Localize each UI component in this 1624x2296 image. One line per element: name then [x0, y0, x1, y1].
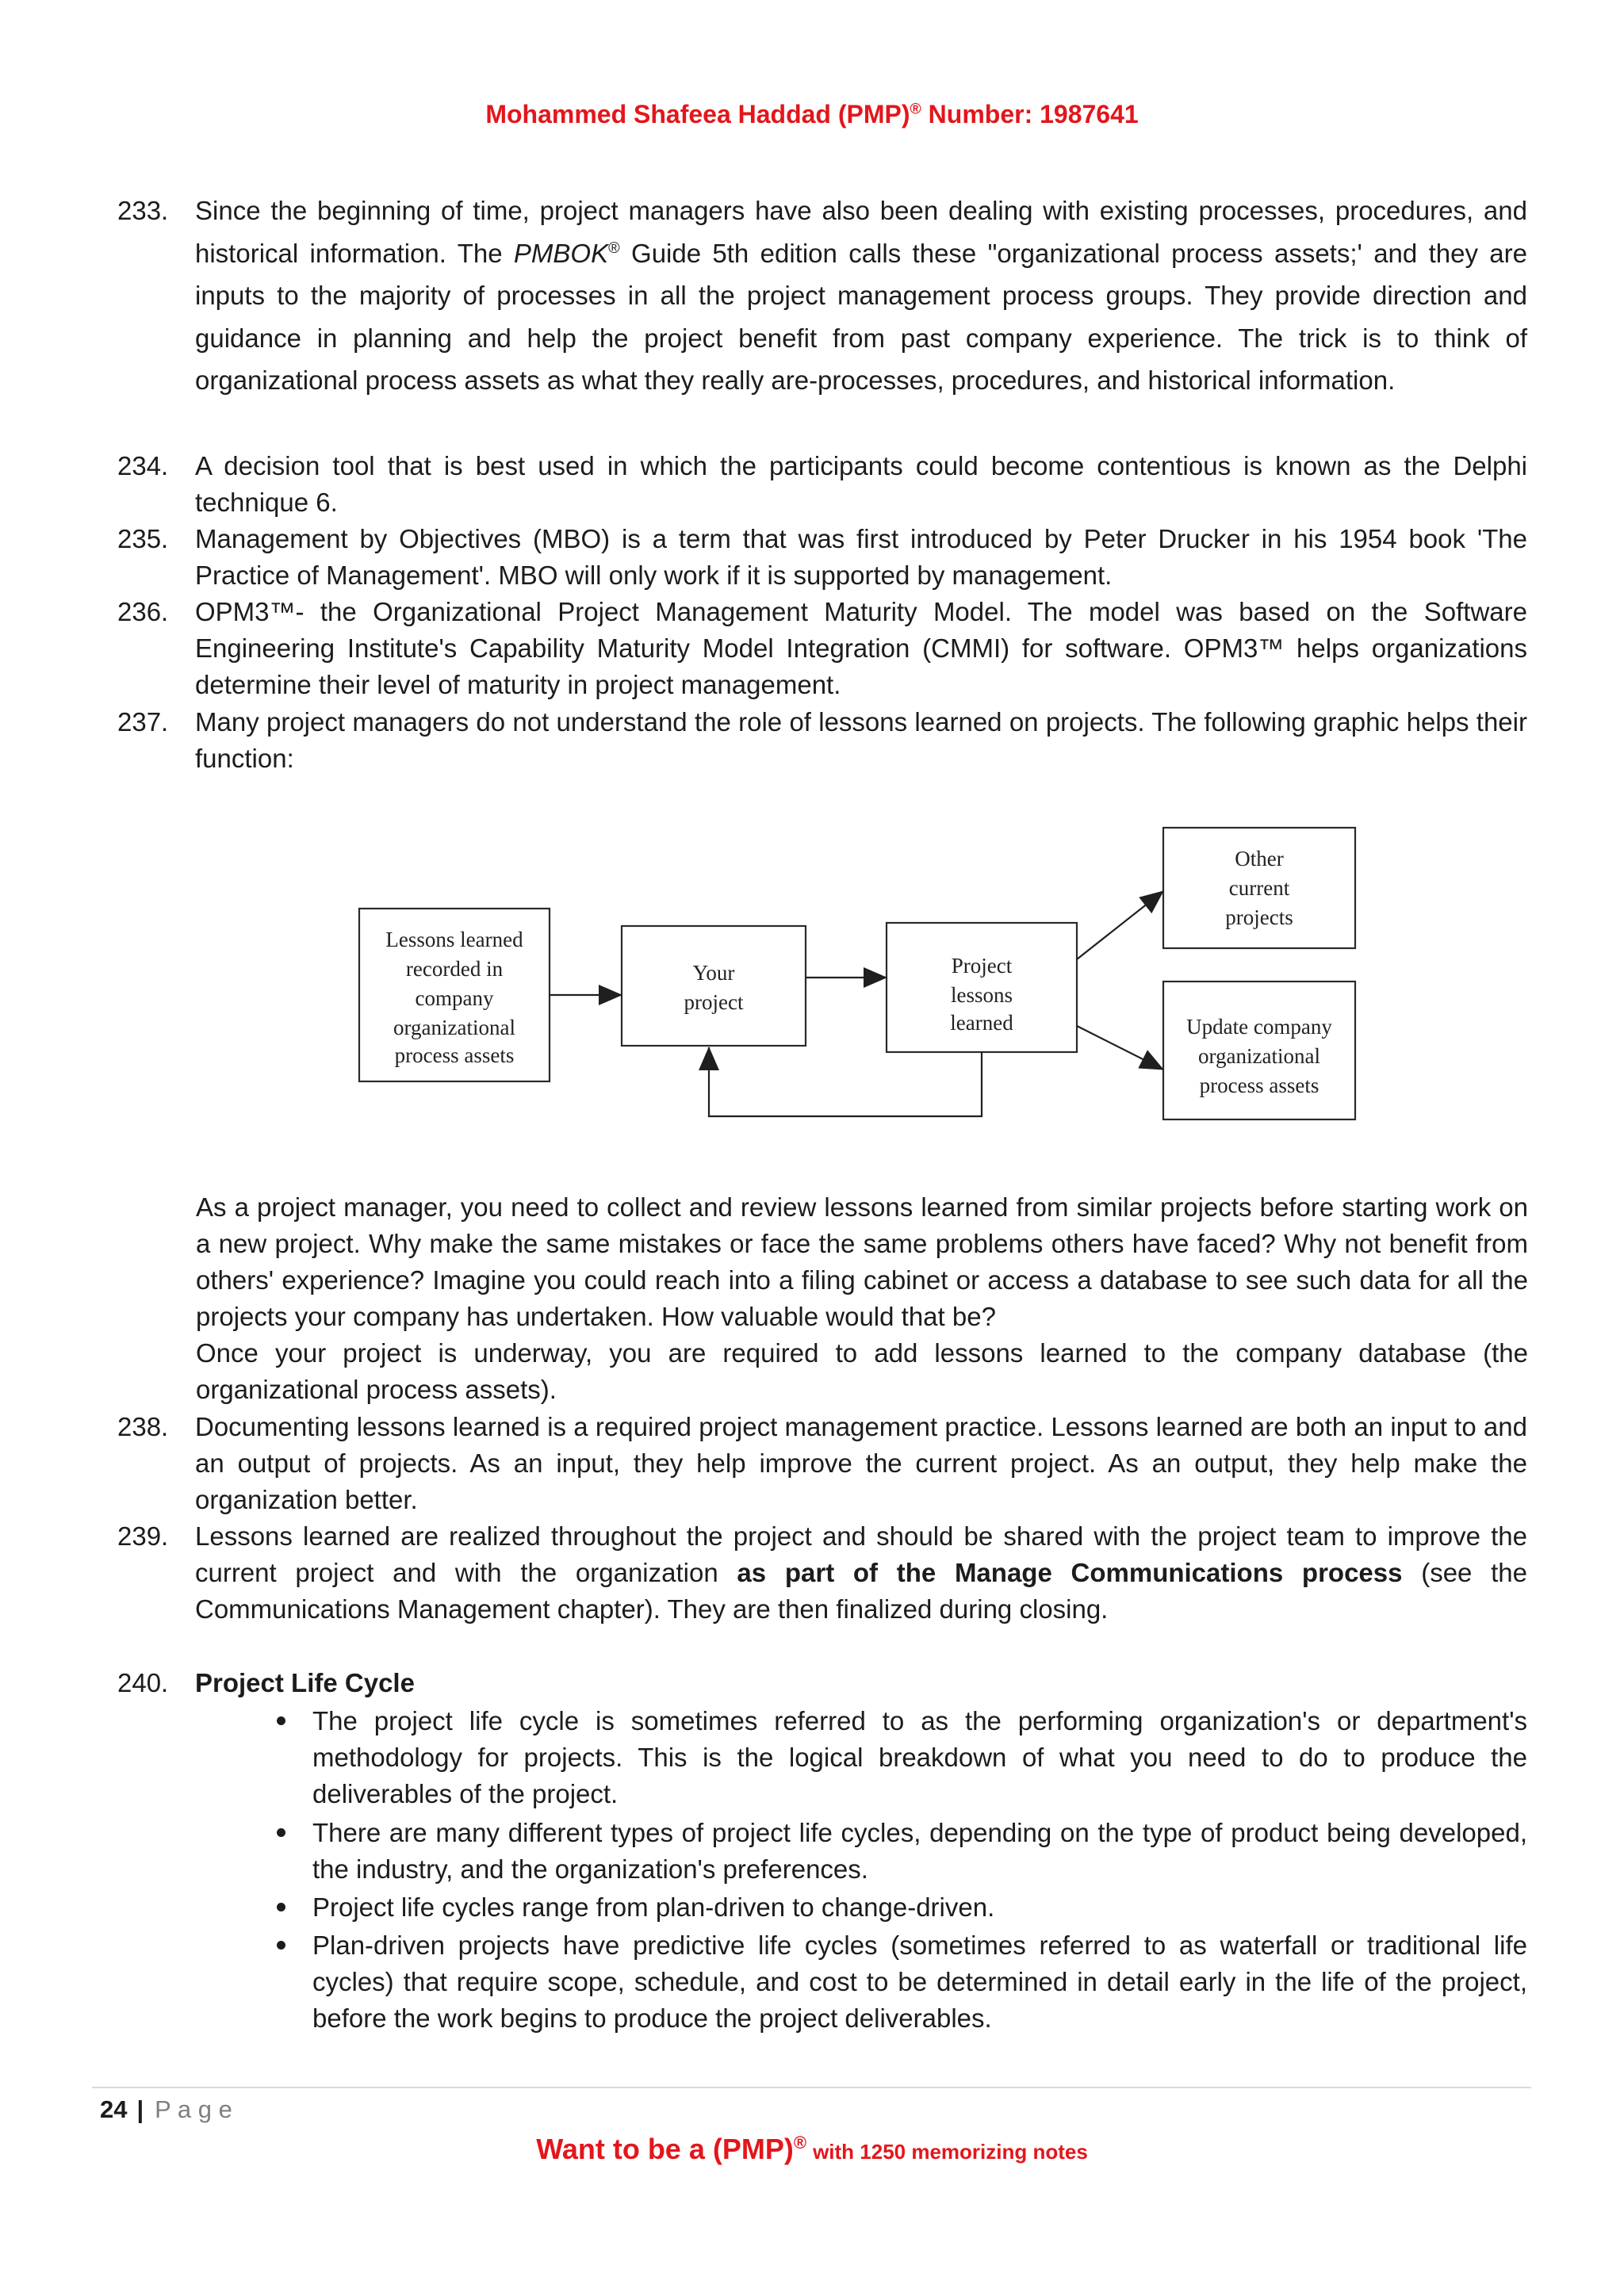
- bullet-text: Plan-driven projects have predictive life cycles (sometimes referred to as waterfall or traditional life cycles) that require scope, schedule, and cost to be determined in detail early in the life of the project, before the work begins to produce the project deliverables.: [312, 1931, 1527, 2033]
- other-projects-label-line-2: current: [1228, 876, 1290, 900]
- bullet-marker: [273, 1703, 312, 1739]
- item-text: A decision tool that is best used in which the participants could become contentious is known as the Delphi technique 6.: [195, 451, 1527, 517]
- footer-tagline: [0, 2130, 1624, 2175]
- bullet-marker: [273, 1815, 312, 1851]
- emphasized-text: as part of the Manage Communications process: [737, 1558, 1403, 1587]
- other-projects-label-line-3: projects: [1225, 905, 1293, 929]
- arrow-feedback-loop: [709, 1047, 982, 1116]
- tagline-main: Want to be a (PMP): [536, 2133, 794, 2165]
- item-text: [195, 1665, 1527, 1701]
- update-assets-label-line-2: organizational: [1198, 1044, 1320, 1068]
- pmbok-title: PMBOK: [513, 238, 609, 268]
- your-project-label-line-1: Your: [692, 961, 735, 985]
- arrow-lessons-to-other-projects: [1077, 891, 1163, 959]
- bullet-icon: [277, 1828, 285, 1837]
- note-item-240: [117, 1665, 1527, 1701]
- item-number: 236.: [117, 597, 169, 626]
- item-text: Many project managers do not understand the role of lessons learned on projects. The following graphic helps their function:: [195, 707, 1527, 773]
- note-item-237: [117, 704, 1527, 777]
- text-segment: Guide 5th edition calls these "organizational process assets;' and they are inputs to the majority of processes in all the project management process groups. They provide direction and guidance in planning and help the project benefit from past company experience. The trick is to think of organizational process assets as what they really are-processes, procedures, and historical information.: [195, 238, 1527, 396]
- author-name: Mohammed Shafeea Haddad (PMP): [485, 100, 910, 128]
- tagline-small: with 1250 memorizing notes: [813, 2140, 1088, 2164]
- bullet-item-4: [273, 1927, 1527, 2037]
- bullet-icon: [277, 1903, 285, 1911]
- text-segment: Since the beginning of time, project managers have also been dealing with existing processes, procedures, and historical information. The: [195, 196, 1527, 268]
- project-lessons-label-line-2: lessons: [950, 983, 1013, 1007]
- registered-mark: ®: [910, 101, 921, 118]
- bullet-marker: [273, 1889, 312, 1926]
- note-item-238: [117, 1409, 1527, 1518]
- pmp-number: Number: 1987641: [928, 100, 1139, 128]
- page-header: [0, 95, 1624, 133]
- item-text: [195, 1518, 1527, 1628]
- project-lessons-label-line-1: Project: [951, 954, 1013, 978]
- note-item-233: [117, 189, 1527, 402]
- source-assets-label-line-2: recorded in: [405, 957, 504, 981]
- item-text: OPM3™- the Organizational Project Management Maturity Model. The model was based on the Software Engineering Institute's Capability Maturity Model Integration (CMMI) for software. OPM3™ helps organizations determine their level of maturity in project management.: [195, 597, 1527, 699]
- bullet-icon: [277, 1716, 285, 1725]
- bullet-item-3: [273, 1889, 1527, 1926]
- source-assets-label-line-4: organizational: [393, 1016, 515, 1039]
- note-item-236: [117, 594, 1527, 703]
- item-number: 238.: [117, 1412, 169, 1441]
- text-segment: (see the Communications Management chapter). They are then finalized during closing.: [195, 1558, 1527, 1624]
- note-item-234: [117, 448, 1527, 521]
- note-item-239: [117, 1518, 1527, 1628]
- item-number: 240.: [117, 1668, 169, 1697]
- source-assets-label-line-1: Lessons learned: [385, 928, 523, 951]
- item-text: Documenting lessons learned is a required project management practice. Lessons learned are both an input to and an output of projects. As an input, they help improve the current project. As an output, they help make the organization better.: [195, 1412, 1527, 1514]
- bullet-text: Project life cycles range from plan-driven to change-driven.: [312, 1892, 995, 1922]
- lessons-paragraph-1: As a project manager, you need to collect and review lessons learned from similar projects before starting work on a new project. Why make the same mistakes or face the same problems others have faced? Why not benefit from others' experience? Imagine you could reach into a filing cabinet or access a database to see such data for all the projects your company has undertaken. How valuable would that be?: [196, 1192, 1528, 1331]
- page-number-value: 24: [100, 2095, 128, 2123]
- source-assets-label-line-3: company: [415, 986, 494, 1010]
- item-number: 237.: [117, 707, 169, 737]
- update-assets-label-line-1: Update company: [1186, 1015, 1332, 1039]
- update-assets-label-line-3: process assets: [1199, 1073, 1320, 1097]
- bullet-item-1: [273, 1703, 1527, 1812]
- source-assets-label-line-5: process assets: [394, 1043, 515, 1067]
- your-project-label-line-2: project: [684, 990, 744, 1014]
- footer-divider: [92, 2087, 1531, 2088]
- your-project-box: [622, 926, 806, 1046]
- item-text: [195, 189, 1527, 402]
- section-title: Project Life Cycle: [195, 1668, 415, 1697]
- bullet-icon: [277, 1941, 285, 1950]
- note-item-235: [117, 521, 1527, 594]
- item-number: 235.: [117, 524, 169, 553]
- lessons-learned-diagram: [349, 817, 1372, 1134]
- project-lessons-label-line-3: learned: [950, 1011, 1013, 1035]
- page-number-separator: |: [136, 2095, 144, 2123]
- bullet-item-2: [273, 1815, 1527, 1888]
- text-segment: Lessons learned are realized throughout the project and should be shared with the project team to improve the current project and with the organization: [195, 1521, 1527, 1587]
- bullet-marker: [273, 1927, 312, 1964]
- page-label: P a g e: [155, 2095, 232, 2123]
- page-number: [100, 2093, 232, 2126]
- lessons-paragraph-2: Once your project is underway, you are required to add lessons learned to the company database (the organizational process assets).: [196, 1338, 1528, 1404]
- bullet-text: There are many different types of project life cycles, depending on the type of product being developed, the industry, and the organization's preferences.: [312, 1818, 1527, 1884]
- other-projects-label-line-1: Other: [1235, 847, 1284, 871]
- item-number: 233.: [117, 196, 169, 225]
- tagline-registered-mark: ®: [793, 2132, 807, 2152]
- item-number: 239.: [117, 1521, 169, 1551]
- item-text: Management by Objectives (MBO) is a term that was first introduced by Peter Drucker in his 1954 book 'The Practice of Management'. MBO will only work if it is supported by management.: [195, 524, 1527, 590]
- bullet-text: The project life cycle is sometimes referred to as the performing organization's or department's methodology for projects. This is the logical breakdown of what you need to do to produce the deliverables of the project.: [312, 1706, 1527, 1808]
- arrow-lessons-to-update-assets: [1077, 1026, 1163, 1070]
- item-number: 234.: [117, 451, 169, 480]
- registered-mark: ®: [608, 239, 620, 257]
